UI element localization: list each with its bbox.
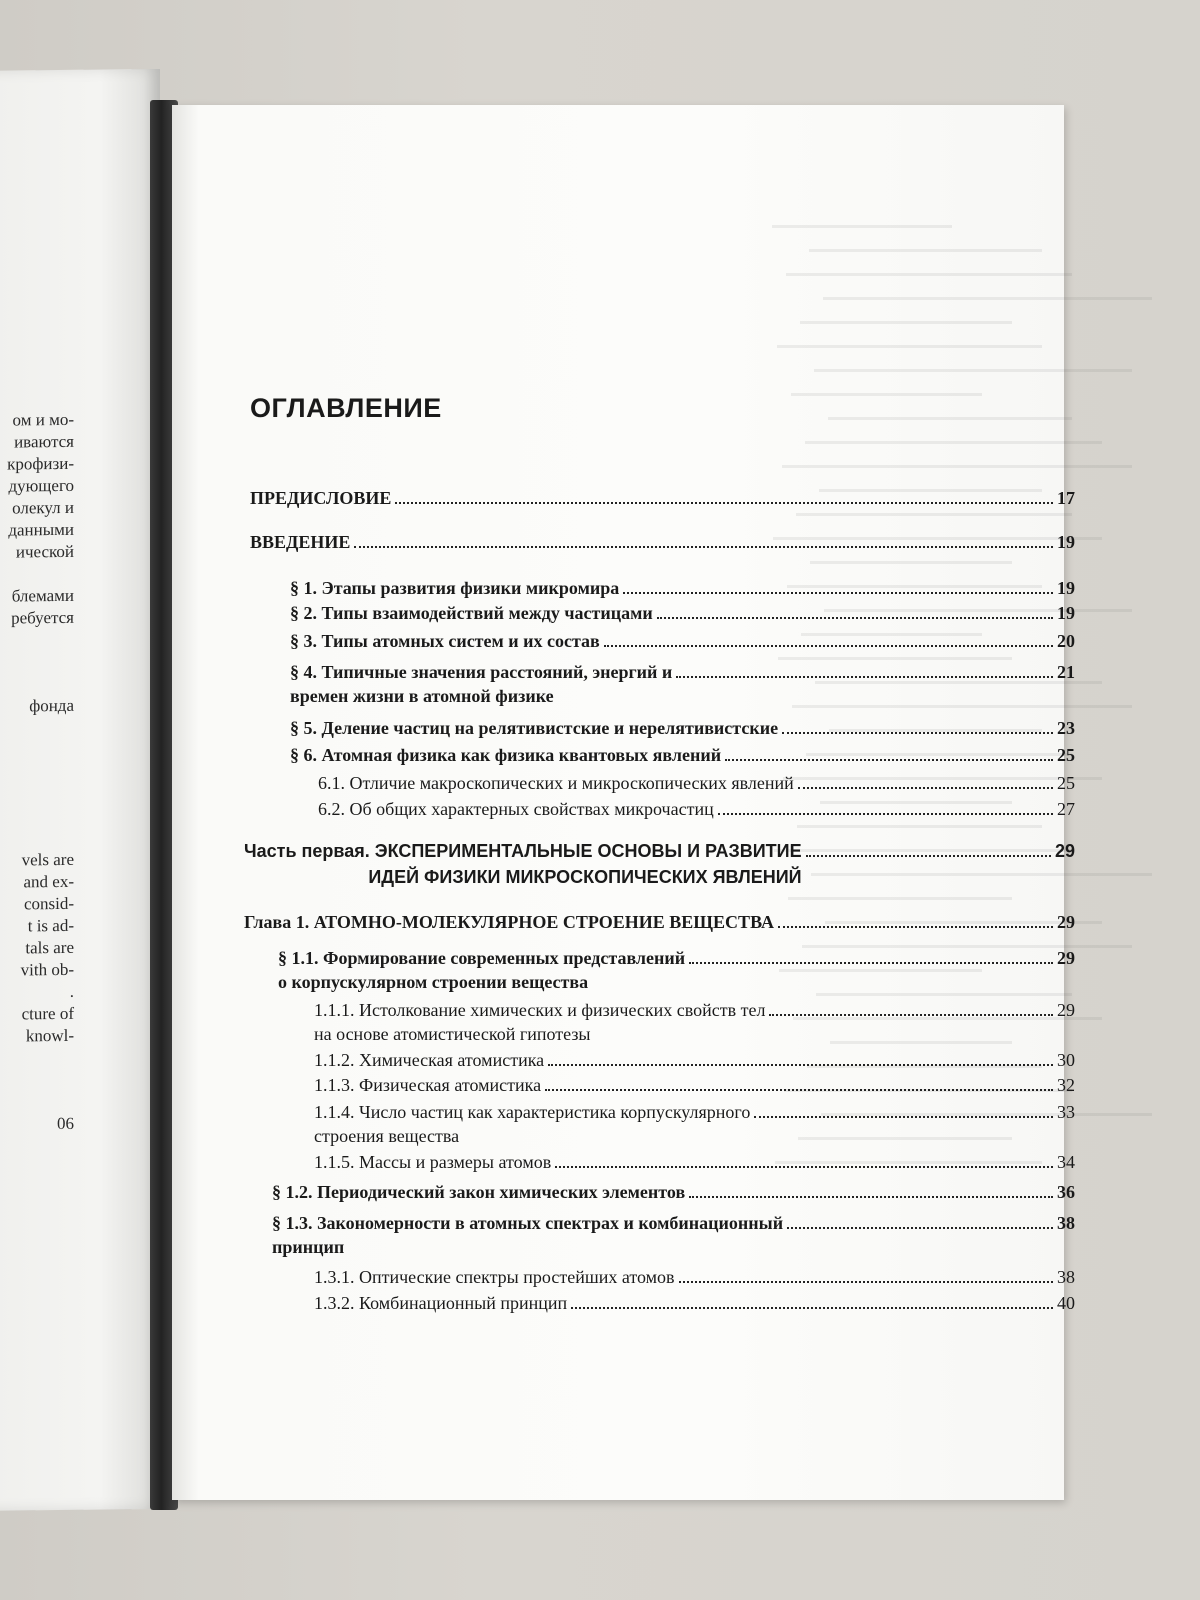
show-through-line xyxy=(823,297,1152,300)
toc-entry-section: § 5. Деление частиц на релятивистские и нерелятивистские 23 xyxy=(290,718,1075,738)
left-page-text-line: consid- xyxy=(23,893,74,914)
left-page-text-line: ребуется xyxy=(11,607,74,628)
show-through-line xyxy=(828,417,1072,420)
show-through-line xyxy=(810,561,1012,564)
left-page-text-line: блемами xyxy=(11,585,74,606)
show-through-line xyxy=(788,897,1012,900)
toc-entry-subsection: 1.3.1. Оптические спектры простейших атомов 38 xyxy=(314,1267,1075,1287)
toc-entry-section: § 1.3. Закономерности в атомных спектрах и комбинационный принцип 38 xyxy=(272,1213,1075,1257)
toc-entry-section: § 1.2. Периодический закон химических элементов 36 xyxy=(272,1182,1075,1202)
left-page-text-line: . xyxy=(69,981,74,1001)
left-page-text-line: крофизи- xyxy=(7,453,74,474)
right-page xyxy=(172,105,1075,1500)
toc-entry-part: Часть первая. ЭКСПЕРИМЕНТАЛЬНЫЕ ОСНОВЫ И РАЗВИТИЕ ИДЕЙ ФИЗИКИ МИКРОСКОПИЧЕСКИХ ЯВЛЕНИЙ 29 xyxy=(244,841,1075,887)
toc-entry-subsection: 1.1.3. Физическая атомистика 32 xyxy=(314,1075,1075,1095)
show-through-line xyxy=(777,345,1042,348)
left-page-text-line: knowl- xyxy=(25,1025,74,1046)
show-through-line xyxy=(797,825,1042,828)
show-through-line xyxy=(800,321,1012,324)
toc-entry-section: § 6. Атомная физика как физика квантовых явлений 25 xyxy=(290,745,1075,765)
page-title: ОГЛАВЛЕНИЕ xyxy=(250,393,442,423)
toc-entry-section: § 4. Типичные значения расстояний, энергий и времен жизни в атомной физике 21 xyxy=(290,662,1075,706)
toc-entry-section: § 2. Типы взаимодействий между частицами 19 xyxy=(290,603,1075,623)
toc-entry-subsection: 6.2. Об общих характерных свойствах микрочастиц 27 xyxy=(318,799,1075,819)
toc-entry-introduction: ВВЕДЕНИЕ 19 xyxy=(250,532,1075,552)
left-page-text-line: дующего xyxy=(8,475,74,496)
toc-entry-subsection: 1.1.2. Химическая атомистика 30 xyxy=(314,1050,1075,1070)
left-page-text-line: олекул и xyxy=(12,497,74,518)
toc-entry-section: § 1.1. Формирование современных представлений о корпускулярном строении вещества 29 xyxy=(278,948,1075,992)
left-page-text-line: ической xyxy=(15,541,74,562)
toc-entry-preface: ПРЕДИСЛОВИЕ 17 xyxy=(250,488,1075,508)
left-page-text-line: данными xyxy=(8,519,74,540)
toc-entry-subsection: 1.1.5. Массы и размеры атомов 34 xyxy=(314,1152,1075,1172)
toc-entry-section: § 1. Этапы развития физики микромира 19 xyxy=(290,578,1075,598)
left-page-text-line: иваются xyxy=(14,431,74,452)
left-page-text-line: cture of xyxy=(21,1003,74,1024)
toc-entry-subsection: 1.1.1. Истолкование химических и физических свойств тел на основе атомистической гипотезы 29 xyxy=(314,1000,1075,1044)
show-through-line xyxy=(782,465,1132,468)
show-through-line xyxy=(814,369,1132,372)
left-page-text-line: and ex- xyxy=(23,871,74,892)
left-page-text-line: ом и мо- xyxy=(12,409,74,430)
left-page-text-line: t is ad- xyxy=(27,915,74,936)
left-page-text-line: vels are xyxy=(21,849,74,870)
left-page-text-line: tals are xyxy=(25,937,74,958)
toc-entry-subsection: 1.1.4. Число частиц как характеристика корпускулярного строения вещества 33 xyxy=(314,1102,1075,1146)
toc-entry-subsection: 6.1. Отличие макроскопических и микроскопических явлений 25 xyxy=(318,773,1075,793)
show-through-line xyxy=(791,393,982,396)
show-through-line xyxy=(809,249,1042,252)
show-through-line xyxy=(772,225,952,228)
toc-entry-subsection: 1.3.2. Комбинационный принцип 40 xyxy=(314,1293,1075,1313)
left-page-text-line: vith ob- xyxy=(20,959,74,980)
left-page xyxy=(0,69,160,1511)
show-through-line xyxy=(796,513,1072,516)
left-page-text-line: фонда xyxy=(29,695,74,716)
toc-entry-section: § 3. Типы атомных систем и их состав 20 xyxy=(290,631,1075,651)
show-through-line xyxy=(786,273,1072,276)
toc-entry-chapter: Глава 1. АТОМНО-МОЛЕКУЛЯРНОЕ СТРОЕНИЕ ВЕЩЕСТВА 29 xyxy=(244,912,1075,932)
left-page-text-line: 06 xyxy=(57,1113,74,1134)
show-through-line xyxy=(805,441,1102,444)
